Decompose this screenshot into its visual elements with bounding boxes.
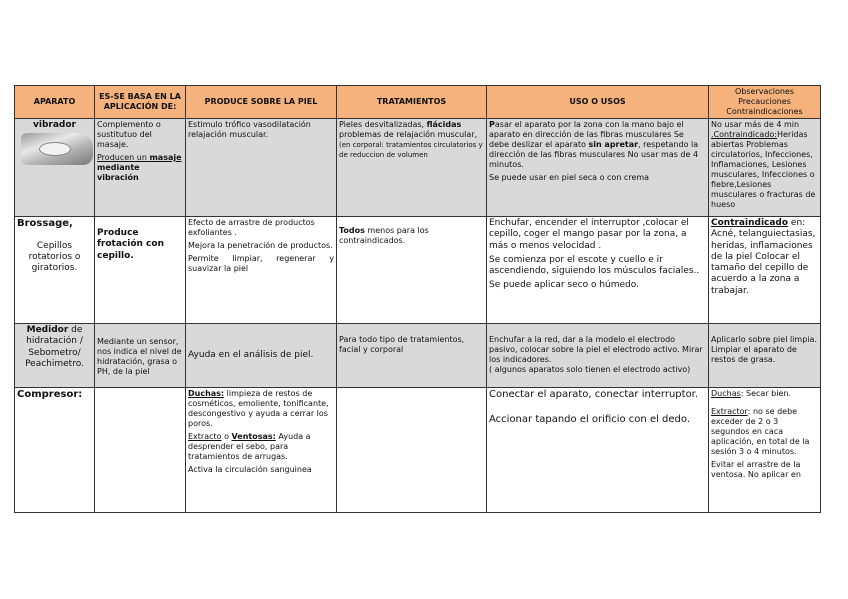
cell-aparato: Medidor de hidratación / Sebometro/ Peachimetro. (15, 324, 95, 388)
cell-tratamientos: Pieles desvitalizadas, flácidas problemas de relajación muscular, (en corporal: tratamientos circulatorios y de reduccion de volumen (337, 119, 487, 217)
table-row-vibrador (15, 119, 821, 217)
device-name: vibrador (33, 120, 76, 130)
cell-tratamientos: Todos menos para los contraindicados. (337, 217, 487, 324)
cell-tratamientos: Para todo tipo de tratamientos, facial y corporal (337, 324, 487, 388)
header-produce: PRODUCE SOBRE LA PIEL (186, 86, 337, 119)
cell-uso: Enchufar, encender el interruptor ,colocar el cepillo, coger el mango pasar por la zona, a más o menos velocidad . Se comienza por el escote y cuello e ir ascendiendo, siguiendo los músculos faciales.. Se puede aplicar seco o húmedo. (487, 217, 709, 324)
cell-uso: Conectar el aparato, conectar interruptor. Accionar tapando el orificio con el dedo. (487, 388, 709, 513)
cell-produce: Duchas: limpieza de restos de cosméticos, emoliente, tonificante, descongestivo y ayuda a cerrar los poros. Extracto o Ventosas: Ayuda a desprender el sebo, para tratamientos de arrugas. Activa la circulación sanguinea (186, 388, 337, 513)
table-row-compresor (15, 388, 821, 513)
cell-observaciones: Aplicarlo sobre piel limpia. Limpiar el aparato de restos de grasa. (709, 324, 821, 388)
header-observaciones: Observaciones Precauciones Contraindicaciones (709, 86, 821, 119)
base-text: Complemento o sustitutuo del masaje. (97, 120, 161, 149)
cell-produce: Estimulo trófico vasodilatación relajación muscular. (186, 119, 337, 217)
vibrator-device-image (21, 133, 93, 165)
cell-aparato: Compresor: (15, 388, 95, 513)
table-row-medidor (15, 324, 821, 388)
cell-base (95, 388, 186, 513)
cell-observaciones: Duchas: Secar bien. Extractor: no se debe exceder de 2 o 3 segundos en caca aplicación, en total de la sesión 3 o 4 minutos. Evitar el arrastre de la ventosa. No aplicar en (709, 388, 821, 513)
cell-observaciones: Contraindicado en: Acné, telanguiectasias, heridas, inflamaciones de la piel Colocar el tamaño del cepillo de acuerdo a la zona a trabajar. (709, 217, 821, 324)
cell-produce: Ayuda en el análisis de piel. (186, 324, 337, 388)
table-row-brossage (15, 217, 821, 324)
base-text-2: Producen un masaje mediante vibración (97, 153, 182, 182)
cell-observaciones: No usar más de 4 min .Contraindicado:Heridas abiertas Problemas circulatorios, Infecciones, Inflamaciones, Lesiones musculares, Infecciones o fiebre,Lesiones musculares o fracturas de hueso (709, 119, 821, 217)
uso-text-2: Se puede usar en piel seca o con crema (489, 173, 650, 182)
cell-tratamientos (337, 388, 487, 513)
cell-uso: Enchufar a la red, dar a la modelo el electrodo pasivo, colocar sobre la piel el electrodo activo. Mirar los indicadores. ( algunos aparatos solo tienen el electrodo activo) (487, 324, 709, 388)
uso-text: Pasar el aparato por la zona con la mano bajo el aparato en dirección de las fibras musculares Se debe deslizar el aparato sin apretar, respetando la dirección de las fibras musculares No usar mas de 4 minutos. (489, 120, 699, 169)
header-row (15, 86, 821, 119)
equipment-table (14, 85, 821, 513)
header-base: ES-SE BASA EN LA APLICACIÓN DE: (95, 86, 186, 119)
cell-aparato (15, 119, 95, 217)
cell-base: Mediante un sensor, nos indica el nivel de hidratación, grasa o PH, de la piel (95, 324, 186, 388)
cell-produce: Efecto de arrastre de productos exfoliantes . Mejora la penetración de productos. Permite limpiar, regenerar y suavizar la piel (186, 217, 337, 324)
cell-uso (487, 119, 709, 217)
header-uso: USO O USOS (487, 86, 709, 119)
cell-base (95, 119, 186, 217)
cell-base: Produce frotación con cepillo. (95, 217, 186, 324)
header-aparato: APARATO (15, 86, 95, 119)
header-tratamientos: TRATAMIENTOS (337, 86, 487, 119)
cell-aparato: Brossage, Cepillos rotatorios o giratorios. (15, 217, 95, 324)
